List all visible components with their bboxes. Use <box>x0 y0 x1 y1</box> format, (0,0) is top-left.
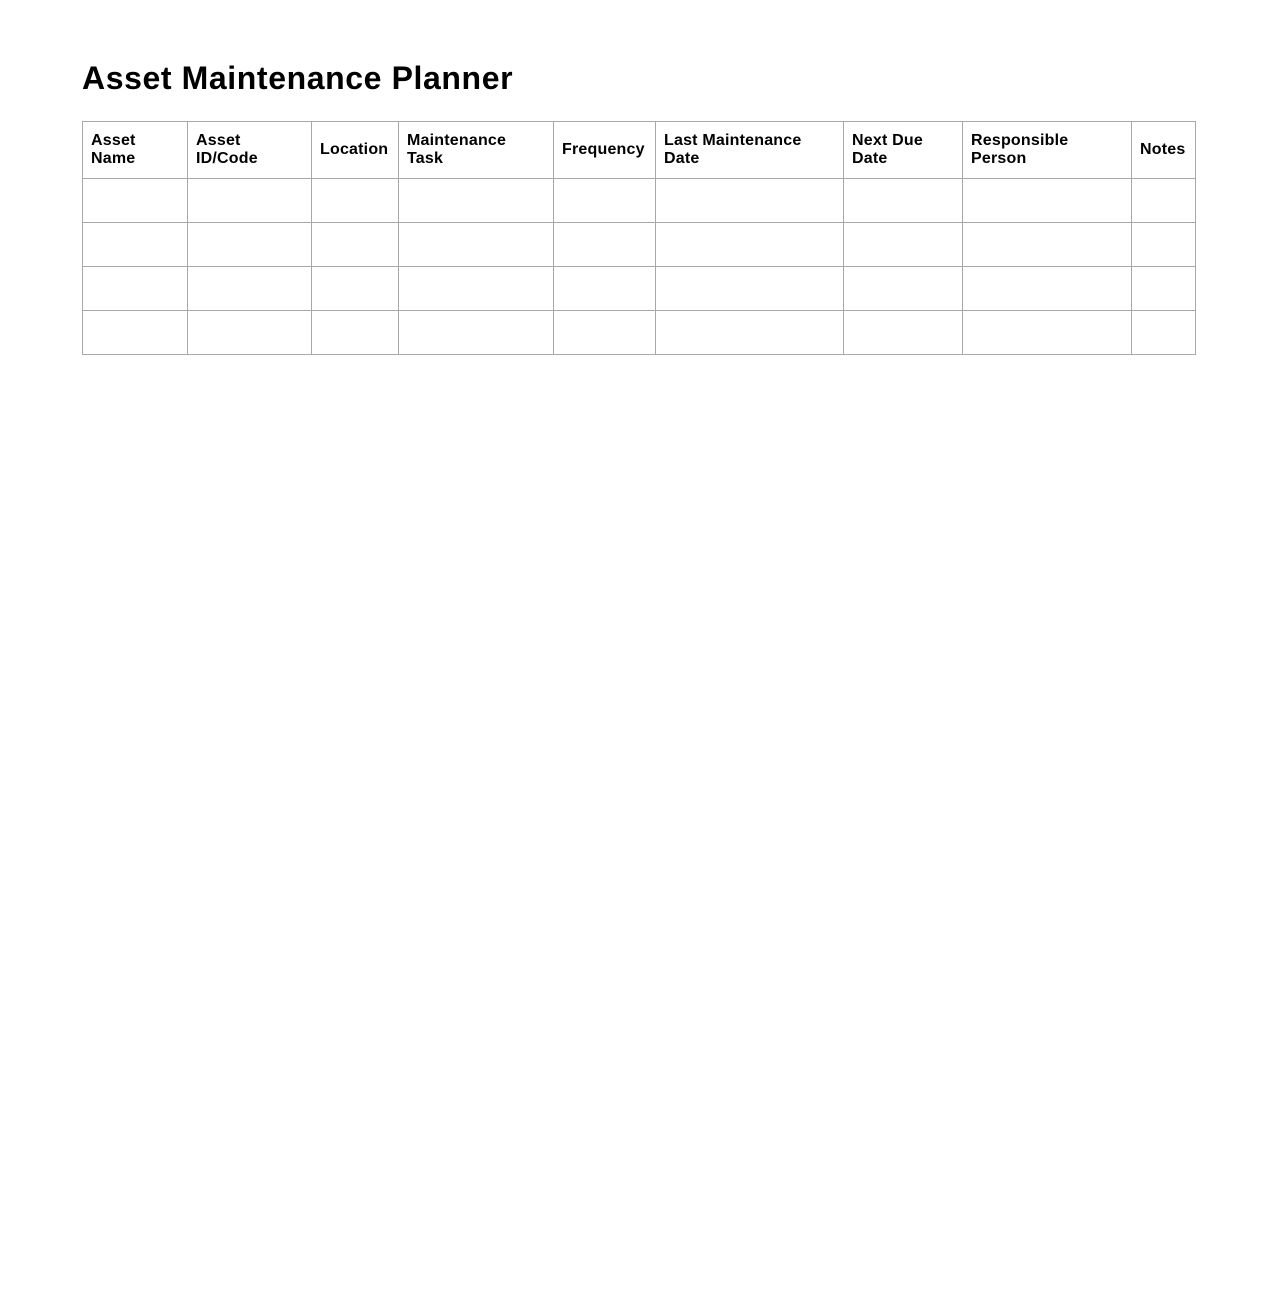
column-header-responsible-person: Responsible Person <box>963 122 1132 179</box>
table-cell[interactable] <box>1132 179 1196 223</box>
table-cell[interactable] <box>1132 311 1196 355</box>
table-cell[interactable] <box>656 311 844 355</box>
table-cell[interactable] <box>656 223 844 267</box>
column-header-next-due-date: Next Due Date <box>844 122 963 179</box>
table-cell[interactable] <box>188 223 312 267</box>
column-header-location: Location <box>312 122 399 179</box>
table-cell[interactable] <box>83 223 188 267</box>
column-header-maintenance-task: Maintenance Task <box>399 122 554 179</box>
table-cell[interactable] <box>188 267 312 311</box>
table-cell[interactable] <box>399 311 554 355</box>
table-cell[interactable] <box>844 179 963 223</box>
table-cell[interactable] <box>656 267 844 311</box>
table-cell[interactable] <box>963 179 1132 223</box>
table-cell[interactable] <box>399 223 554 267</box>
table-cell[interactable] <box>554 223 656 267</box>
table-cell[interactable] <box>963 223 1132 267</box>
column-header-notes: Notes <box>1132 122 1196 179</box>
table-cell[interactable] <box>963 267 1132 311</box>
table-cell[interactable] <box>312 311 399 355</box>
table-cell[interactable] <box>844 223 963 267</box>
column-header-frequency: Frequency <box>554 122 656 179</box>
table-cell[interactable] <box>312 267 399 311</box>
table-cell[interactable] <box>554 311 656 355</box>
table-row <box>83 267 1196 311</box>
maintenance-table <box>82 121 1196 355</box>
table-cell[interactable] <box>83 179 188 223</box>
planner-page <box>82 58 1186 167</box>
table-cell[interactable] <box>554 179 656 223</box>
table-row <box>83 179 1196 223</box>
table-cell[interactable] <box>656 179 844 223</box>
table-header-row <box>83 122 1196 179</box>
table-row <box>83 311 1196 355</box>
table-cell[interactable] <box>399 267 554 311</box>
table-cell[interactable] <box>1132 223 1196 267</box>
column-header-asset-name: Asset Name <box>83 122 188 179</box>
table-cell[interactable] <box>554 267 656 311</box>
table-cell[interactable] <box>399 179 554 223</box>
column-header-last-maintenance-date: Last Maintenance Date <box>656 122 844 179</box>
table-cell[interactable] <box>963 311 1132 355</box>
table-cell[interactable] <box>844 311 963 355</box>
table-cell[interactable] <box>83 311 188 355</box>
table-cell[interactable] <box>83 267 188 311</box>
table-cell[interactable] <box>188 311 312 355</box>
table-cell[interactable] <box>844 267 963 311</box>
table-cell[interactable] <box>312 223 399 267</box>
column-header-asset-id-code: Asset ID/Code <box>188 122 312 179</box>
table-cell[interactable] <box>1132 267 1196 311</box>
table-cell[interactable] <box>188 179 312 223</box>
table-row <box>83 223 1196 267</box>
page-title: Asset Maintenance Planner <box>82 60 514 96</box>
table-cell[interactable] <box>312 179 399 223</box>
